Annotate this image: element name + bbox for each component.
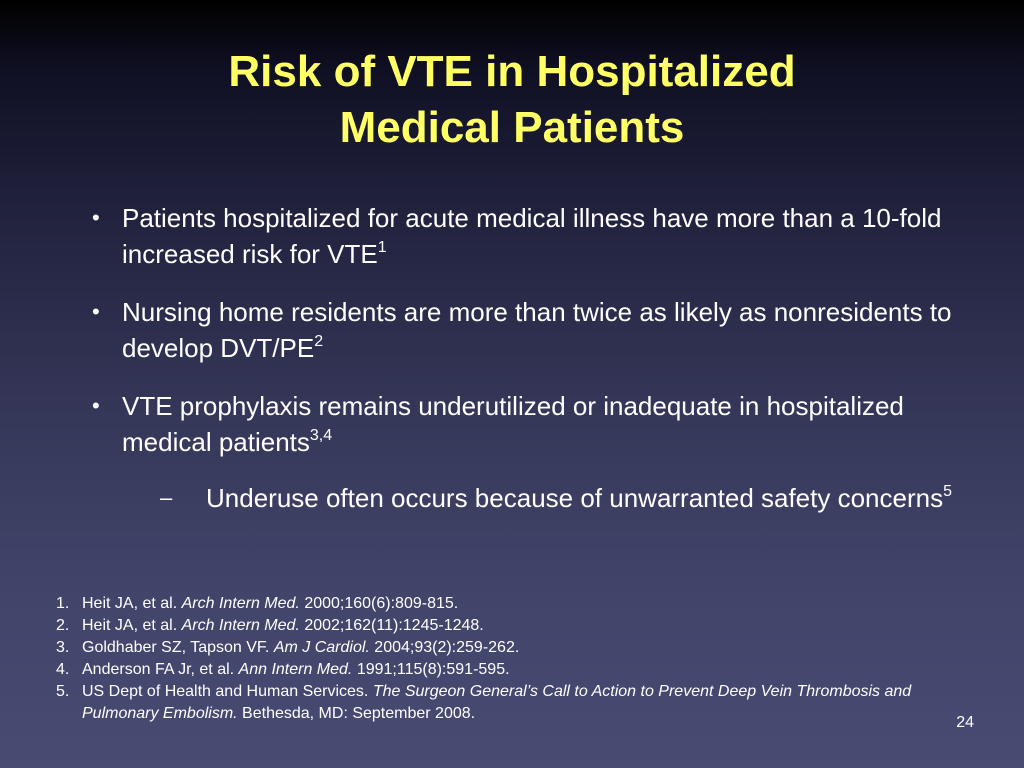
- reference-journal: Arch Intern Med.: [181, 617, 300, 634]
- reference-authors: Goldhaber SZ, Tapson VF.: [82, 639, 274, 656]
- reference-authors: US Dept of Health and Human Services.: [82, 683, 373, 700]
- bullet-list: [90, 200, 960, 538]
- page-number: 24: [956, 714, 974, 731]
- sub-bullet-item: [90, 480, 960, 516]
- reference-list: [56, 593, 936, 725]
- reference-journal: Am J Cardiol.: [273, 639, 370, 656]
- reference-details: 1991;115(8):591-595.: [352, 661, 510, 678]
- bullet-text: Nursing home residents are more than twice as likely as nonresidents to develop DVT/PE: [122, 297, 952, 363]
- citation-superscript: 5: [943, 483, 952, 501]
- reference-item: [56, 615, 936, 637]
- bullet-text: VTE prophylaxis remains underutilized or inadequate in hospitalized medical patients: [122, 391, 904, 457]
- reference-details: Bethesda, MD: September 2008.: [237, 705, 476, 722]
- bullet-item: [90, 200, 960, 272]
- bullet-item: [90, 388, 960, 516]
- reference-journal: Arch Intern Med.: [181, 595, 300, 612]
- reference-authors: Heit JA, et al.: [82, 595, 182, 612]
- citation-superscript: 3,4: [309, 427, 333, 445]
- reference-item: [56, 593, 936, 615]
- reference-item: [56, 681, 936, 725]
- reference-number: 4.: [56, 661, 70, 678]
- slide-title-line-2: Medical Patients: [339, 103, 685, 152]
- reference-number: 2.: [56, 617, 70, 634]
- reference-item: [56, 659, 936, 681]
- reference-details: 2004;93(2):259-262.: [369, 639, 520, 656]
- reference-journal: The Surgeon General’s Call to Action to Prevent Deep Vein Thrombosis and Pulmonary Embolism.: [82, 683, 912, 722]
- citation-superscript: 2: [314, 333, 324, 351]
- reference-number: 5.: [56, 683, 70, 700]
- reference-authors: Anderson FA Jr, et al.: [82, 661, 239, 678]
- bullet-marker: •: [92, 393, 100, 418]
- reference-number: 1.: [56, 595, 70, 612]
- sub-bullet-text: Underuse often occurs because of unwarranted safety concerns: [206, 483, 944, 513]
- reference-details: 2002;162(11):1245-1248.: [299, 617, 484, 634]
- citation-superscript: 1: [377, 239, 387, 257]
- reference-number: 3.: [56, 639, 70, 656]
- slide-title-line-1: Risk of VTE in Hospitalized: [228, 47, 796, 96]
- bullet-item: [90, 294, 960, 366]
- reference-item: [56, 637, 936, 659]
- bullet-marker: •: [92, 205, 100, 230]
- dash-marker: –: [160, 485, 173, 510]
- bullet-marker: •: [92, 299, 100, 324]
- slide-title: [0, 44, 1024, 156]
- reference-journal: Ann Intern Med.: [238, 661, 353, 678]
- reference-authors: Heit JA, et al.: [82, 617, 182, 634]
- reference-details: 2000;160(6):809-815.: [299, 595, 459, 612]
- bullet-text: Patients hospitalized for acute medical illness have more than a 10-fold increased risk for VTE: [122, 203, 942, 269]
